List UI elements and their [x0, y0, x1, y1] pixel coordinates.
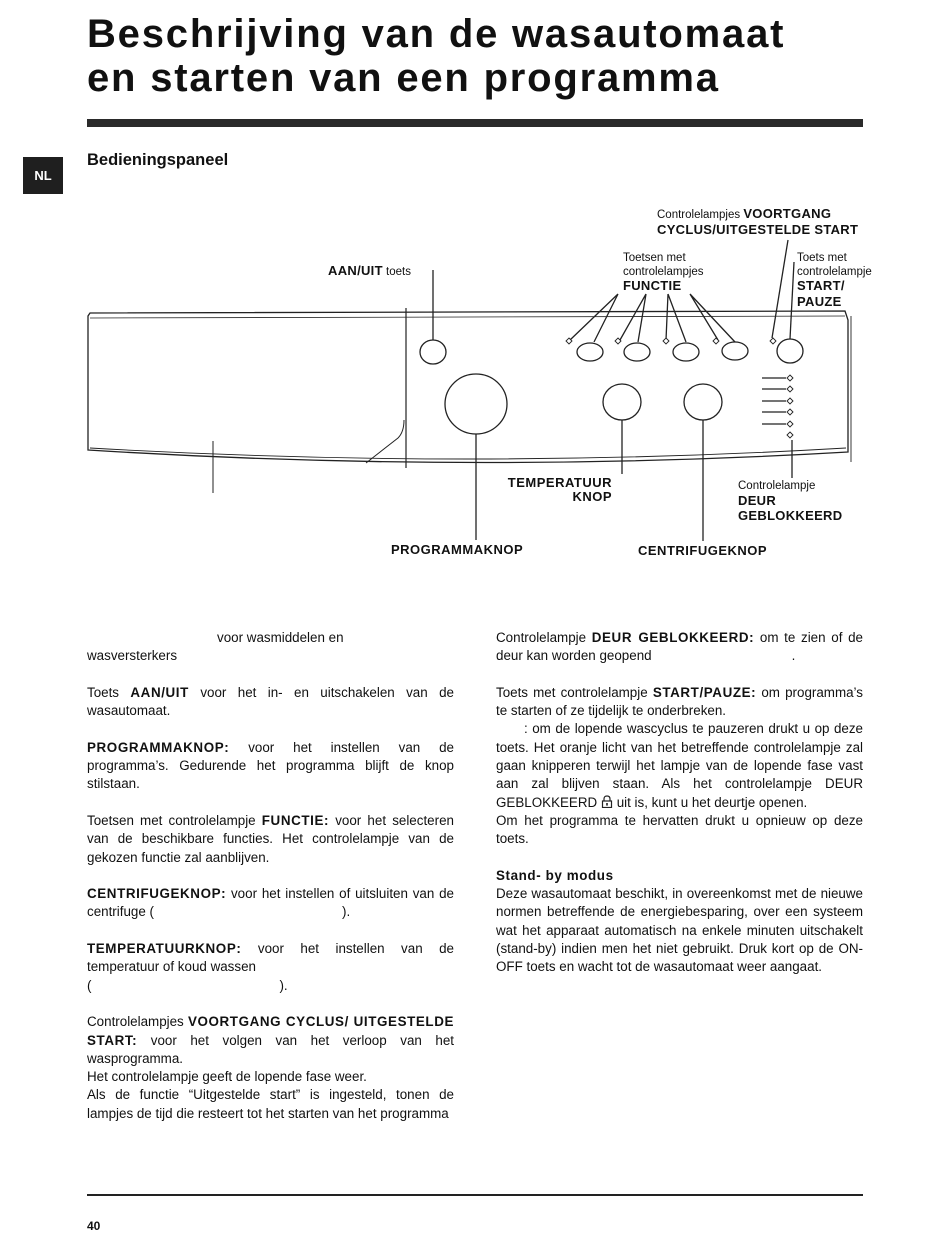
- paragraph-progress-leds: Controlelampjes VOORTGANG CYCLUS/ UITGESTELDE START: voor het volgen van het verloop van het wasprogramma. Het controlelampje geeft de lopende fase weer. Als de functie “Uitgestelde start” is ingesteld, tonen de lampjes de tijd die resteert tot het starten van het programma: [87, 1014, 454, 1121]
- function-button-4: [722, 342, 748, 360]
- function-button-2: [624, 343, 650, 361]
- paragraph-start-pause: Toets met controlelampje START/PAUZE: om programma’s te starten of ze tijdelijk te onderbreken. : om de lopende wascyclus te pauzeren drukt u op deze toets. Het oranje licht van het betreffende controlelampje zal gaan knipperen terwijl het lampje van de lopende fase vast aan zal blijven staan. Als het controlelampje DEUR GEBLOKKEERD uit is, kunt u het deurtje openen. Om het programma te hervatten drukt u opnieuw op deze toets.: [496, 684, 863, 847]
- paragraph-on-off: Toets AAN/UIT voor het in- en uitschakelen van de wasautomaat.: [87, 684, 454, 719]
- progress-led-3: [787, 398, 793, 404]
- paragraph-detergent: voor wasmiddelen en wasversterkers: [87, 630, 344, 664]
- paragraph-function: Toetsen met controlelampje FUNCTIE: voor het selecteren van de beschikbare functies. Het controlelampje van de gekozen functie zal aanblijven.: [87, 812, 454, 865]
- page-title-line-1: Beschrijving van de wasautomaat: [87, 12, 786, 56]
- function-button-3: [673, 343, 699, 361]
- left-column: [87, 629, 454, 1123]
- label-on-off: AAN/UIT toets: [328, 263, 411, 278]
- footer-rule: [87, 1194, 863, 1196]
- label-progress-leds: Controlelampjes VOORTGANG CYCLUS/UITGESTELDE START: [657, 206, 859, 237]
- label-program-knob: PROGRAMMAKNOP: [391, 542, 524, 557]
- section-title: Bedieningspaneel: [87, 151, 229, 169]
- progress-led-2: [787, 386, 793, 392]
- label-spin-knob: CENTRIFUGEKNOP: [638, 543, 768, 558]
- label-function-buttons: Toetsen met controlelampjes FUNCTIE: [623, 252, 704, 293]
- label-door-locked: Controlelampje DEUR GEBLOKKEERD: [738, 480, 843, 523]
- paragraph-standby: Stand- by modus Deze wasautomaat beschikt, in overeenkomst met de nieuwe normen betreffende de energiebesparing, over een systeem wat het apparaat automatisch na enkele minuten uitschakelt (stand-by) indien men het niet gebruikt. Druk kort op de ON-OFF toets en wacht tot de wasautomaat weer aangaat.: [496, 867, 863, 975]
- on-off-button: [420, 340, 446, 364]
- right-column: [496, 629, 863, 995]
- program-knob: [445, 374, 507, 434]
- paragraph-door-locked: Controlelampje DEUR GEBLOKKEERD: om te zien of de deur kan worden geopend .: [496, 630, 863, 664]
- padlock-icon: [601, 795, 613, 808]
- start-pause-button: [777, 339, 803, 363]
- function-button-1: [577, 343, 603, 361]
- temperature-knob: [603, 384, 641, 420]
- page-number: 40: [87, 1219, 101, 1233]
- progress-led-1: [787, 375, 793, 381]
- paragraph-temperature-knob: TEMPERATUURKNOP: voor het instellen van de temperatuur of koud wassen ( ).: [87, 941, 454, 993]
- label-start-pause: Toets met controlelampje START/ PAUZE: [797, 252, 872, 309]
- door-locked-led: [787, 432, 793, 438]
- spin-knob: [684, 384, 722, 420]
- progress-led-4: [787, 409, 793, 415]
- panel-outline: [88, 311, 848, 463]
- paragraph-spin-knob: CENTRIFUGEKNOP: voor het instellen of uitsluiten van de centrifuge ( ).: [87, 886, 454, 920]
- language-tab: NL: [23, 157, 63, 194]
- start-pause-led: [770, 338, 776, 344]
- paragraph-program-knob: PROGRAMMAKNOP: voor het instellen van de programma’s. Gedurende het programma blijft de knop stilstaan.: [87, 739, 454, 792]
- progress-led-5: [787, 421, 793, 427]
- function-led-4: [713, 338, 719, 344]
- page-title-line-2: en starten van een programma: [87, 56, 720, 100]
- label-temperature-knob: TEMPERATUUR KNOP: [507, 475, 612, 504]
- function-led-3: [663, 338, 669, 344]
